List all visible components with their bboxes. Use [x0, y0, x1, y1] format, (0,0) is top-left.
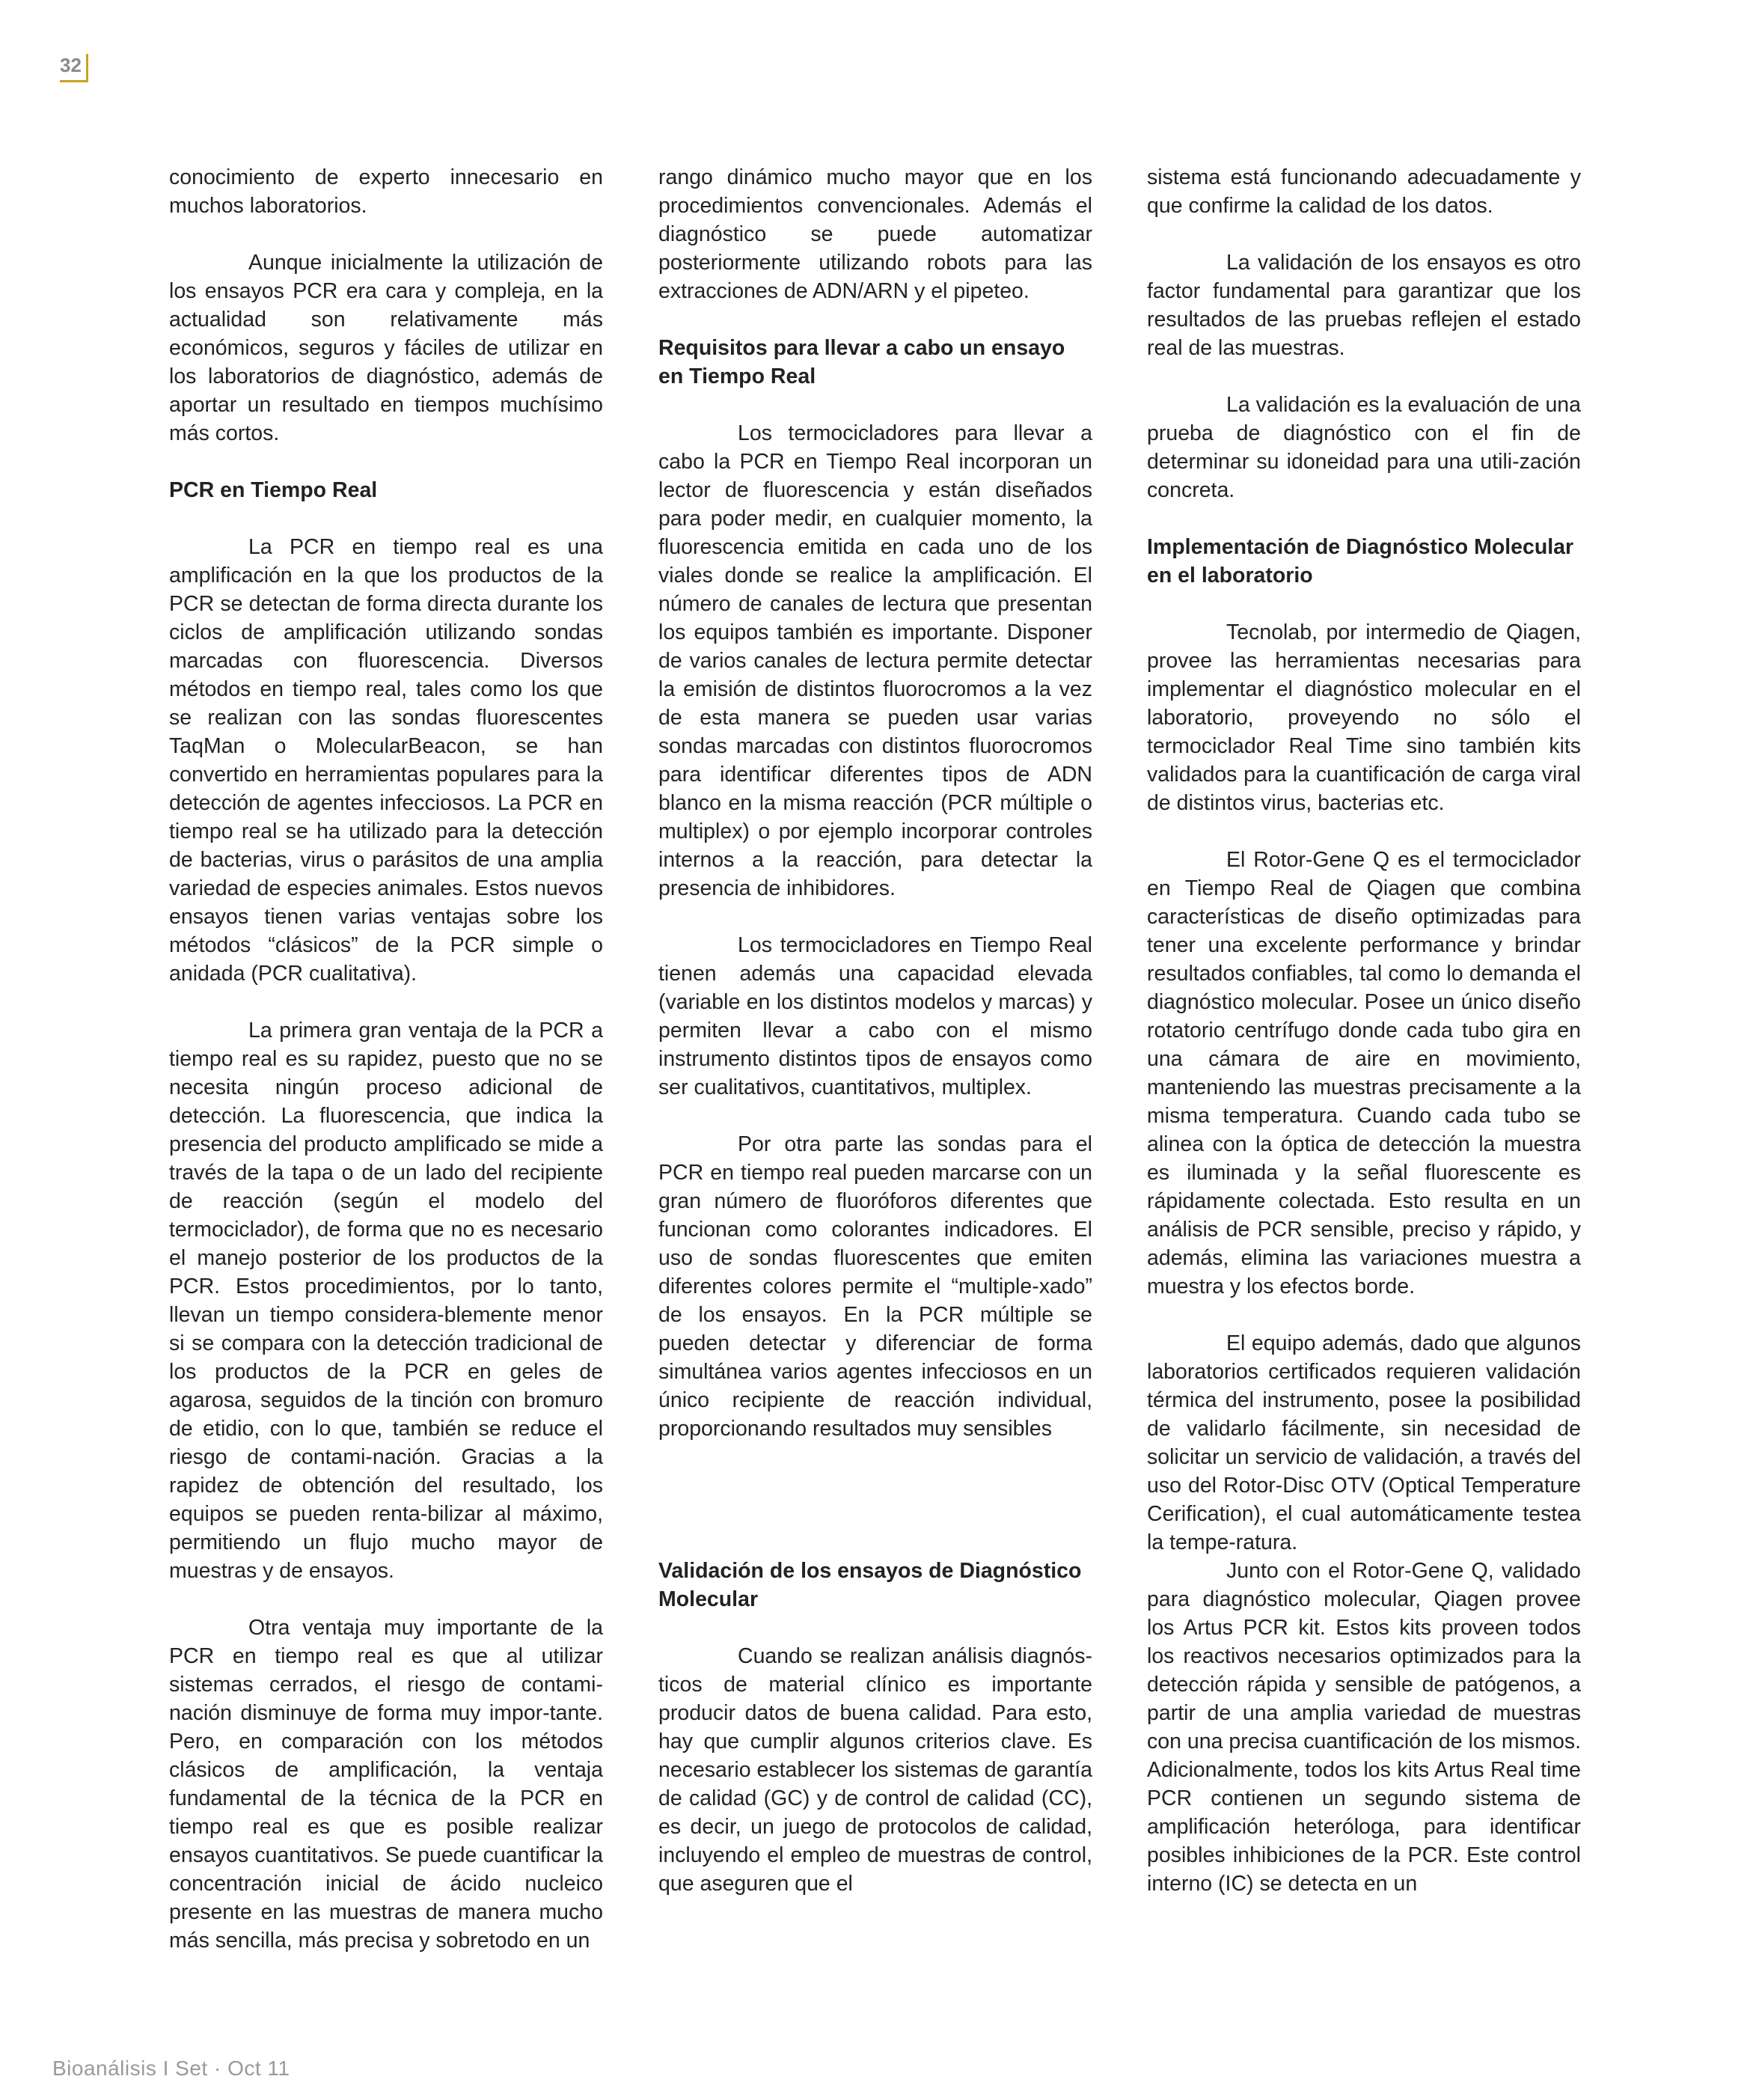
body-paragraph: La validación es la evaluación de una prueba de diagnóstico con el fin de determinar su idoneidad para una utili-zación concreta.: [1147, 393, 1581, 502]
text-column-1: [169, 163, 603, 1983]
body-paragraph: Tecnolab, por intermedio de Qiagen, provee las herramientas necesarias para implementar el diagnóstico molecular en el laboratorio, proveyendo no sólo el termociclador Real Time sino también kits validados para la cuantificación de carga viral de distintos virus, bacterias etc.: [1147, 620, 1581, 815]
section-heading: Implementación de Diagnóstico Molecular en el laboratorio: [1147, 535, 1574, 587]
section-heading: Validación de los ensayos de Diagnóstico Molecular: [658, 1559, 1082, 1611]
body-paragraph: Aunque inicialmente la utilización de los ensayos PCR era cara y compleja, en la actualidad son relativamente más económicos, seguros y fáciles de utilizar en los laboratorios de diagnóstico, además de aportar un resultado en tiempos muchísimo más cortos.: [169, 251, 603, 445]
text-column-2: [658, 163, 1092, 1926]
body-paragraph: Los termocicladores en Tiempo Real tienen además una capacidad elevada (variable en los distintos modelos y marcas) y permiten llevar a cabo con el mismo instrumento distintos tipos de ensayos como ser cualitativos, cuantitativos, multiplex.: [658, 933, 1092, 1099]
body-paragraph: La validación de los ensayos es otro factor fundamental para garantizar que los resultados de las pruebas reflejen el estado real de las muestras.: [1147, 251, 1581, 360]
footer-issue: Bioanálisis I Set · Oct 11: [52, 2057, 290, 2080]
body-paragraph: sistema está funcionando adecuadamente y que confirme la calidad de los datos.: [1147, 165, 1581, 218]
body-paragraph: Los termocicladores para llevar a cabo la PCR en Tiempo Real incorporan un lector de fluorescencia y están diseñados para poder medir, en cualquier momento, la fluorescencia emitida en cada uno de los viales donde se realice la amplificación. El número de canales de lectura que presentan los equipos también es importante. Disponer de varios canales de lectura permite detectar la emisión de distintos fluorocromos a la vez de esta manera se pueden usar varias sondas marcadas con distintos fluorocromos para identificar diferentes tipos de ADN blanco en la misma reacción (PCR múltiple o multiplex) o por ejemplo incorporar controles internos a la reacción, para detectar la presencia de inhibidores.: [658, 421, 1092, 900]
body-paragraph: La PCR en tiempo real es una amplificación en la que los productos de la PCR se detectan de forma directa durante los ciclos de amplificación utilizando sondas marcadas con fluorescencia. Diversos métodos en tiempo real, tales como los que se realizan con las sondas fluorescentes TaqMan o MolecularBeacon, se han convertido en herramientas populares para la detección de agentes infecciosos. La PCR en tiempo real se ha utilizado para la detección de bacterias, virus o parásitos de una amplia variedad de especies animales. Estos nuevos ensayos tienen varias ventajas sobre los métodos “clásicos” de la PCR simple o anidada (PCR cualitativa).: [169, 535, 603, 986]
body-paragraph: Junto con el Rotor-Gene Q, validado para diagnóstico molecular, Qiagen provee los Artus PCR kit. Estos kits proveen todos los reactivos necesarios optimizados para la detección rápida y sensible de patógenos, a partir de una amplia variedad de muestras con una precisa cuantificación de los mismos. Adicionalmente, todos los kits Artus Real time PCR contienen un segundo sistema de amplificación heteróloga, para identificar posibles inhibiciones de la PCR. Este control interno (IC) se detecta en un: [1147, 1559, 1581, 1896]
text-column-3: [1147, 163, 1581, 1926]
page-number: 32: [60, 54, 88, 82]
body-paragraph: El equipo además, dado que algunos laboratorios certificados requieren validación térmica del instrumento, posee la posibilidad de validarlo fácilmente, sin necesidad de solicitar un servicio de validación, a través del uso del Rotor-Disc OTV (Optical Temperature Cerification), el cual automáticamente testea la tempe-ratura.: [1147, 1331, 1581, 1554]
body-paragraph: Por otra parte las sondas para el PCR en tiempo real pueden marcarse con un gran número de fluoróforos diferentes que funcionan como colorantes indicadores. El uso de sondas fluorescentes que emiten diferentes colores permite el “multiple-xado” de los ensayos. En la PCR múltiple se pueden detectar y diferenciar de forma simultánea varios agentes infecciosos en un único recipiente de reacción individual, proporcionando resultados muy sensibles: [658, 1132, 1092, 1441]
body-paragraph: Cuando se realizan análisis diagnós-ticos de material clínico es importante producir datos de buena calidad. Para esto, hay que cumplir algunos criterios clave. Es necesario establecer los sistemas de garantía de calidad (GC) y de control de calidad (CC), es decir, un juego de protocolos de calidad, incluyendo el empleo de muestras de control, que aseguren que el: [658, 1644, 1092, 1896]
section-heading: PCR en Tiempo Real: [169, 478, 378, 502]
column-spacer: [658, 1471, 1092, 1557]
body-paragraph: conocimiento de experto innecesario en muchos laboratorios.: [169, 165, 603, 218]
section-heading: Requisitos para llevar a cabo un ensayo en Tiempo Real: [658, 336, 1065, 388]
body-paragraph: Otra ventaja muy importante de la PCR en tiempo real es que al utilizar sistemas cerrados, el riesgo de contami-nación disminuye de forma muy impor-tante. Pero, en comparación con los métodos clásicos de amplificación, la ventaja fundamental de la técnica de la PCR en tiempo real es que es posible realizar ensayos cuantitativos. Se puede cuantificar la concentración inicial de ácido nucleico presente en las muestras de manera mucho más sencilla, más precisa y sobretodo en un: [169, 1616, 603, 1953]
body-paragraph: El Rotor-Gene Q es el termociclador en Tiempo Real de Qiagen que combina características de diseño optimizadas para tener una excelente performance y brindar resultados confiables, tal como lo demanda el diagnóstico molecular. Posee un único diseño rotatorio centrífugo donde cada tubo gira en una cámara de aire en movimiento, manteniendo las muestras precisamente a la misma temperatura. Cuando cada tubo se alinea con la óptica de detección la muestra es iluminada y la señal fluorescente es rápidamente colectada. Esto resulta en un análisis de PCR sensible, preciso y rápido, y además, elimina las variaciones muestra a muestra y los efectos borde.: [1147, 848, 1581, 1298]
body-paragraph: La primera gran ventaja de la PCR a tiempo real es su rapidez, puesto que no se necesita ningún proceso adicional de detección. La fluorescencia, que indica la presencia del producto amplificado se mide a través de la tapa o de un lado del recipiente de reacción (según el modelo del termociclador), de forma que no es necesario el manejo posterior de los productos de la PCR. Estos procedimientos, por lo tanto, llevan un tiempo considera-blemente menor si se compara con la detección tradicional de los productos de la PCR en geles de agarosa, seguidos de la tinción con bromuro de etidio, con lo que, también se reduce el riesgo de contami-nación. Gracias a la rapidez de obtención del resultado, los equipos se pueden renta-bilizar al máximo, permitiendo un flujo mucho mayor de muestras y de ensayos.: [169, 1019, 603, 1583]
body-paragraph: rango dinámico mucho mayor que en los procedimientos convencionales. Además el diagnóstico se puede automatizar posteriormente utilizando robots para las extracciones de ADN/ARN y el pipeteo.: [658, 165, 1092, 303]
